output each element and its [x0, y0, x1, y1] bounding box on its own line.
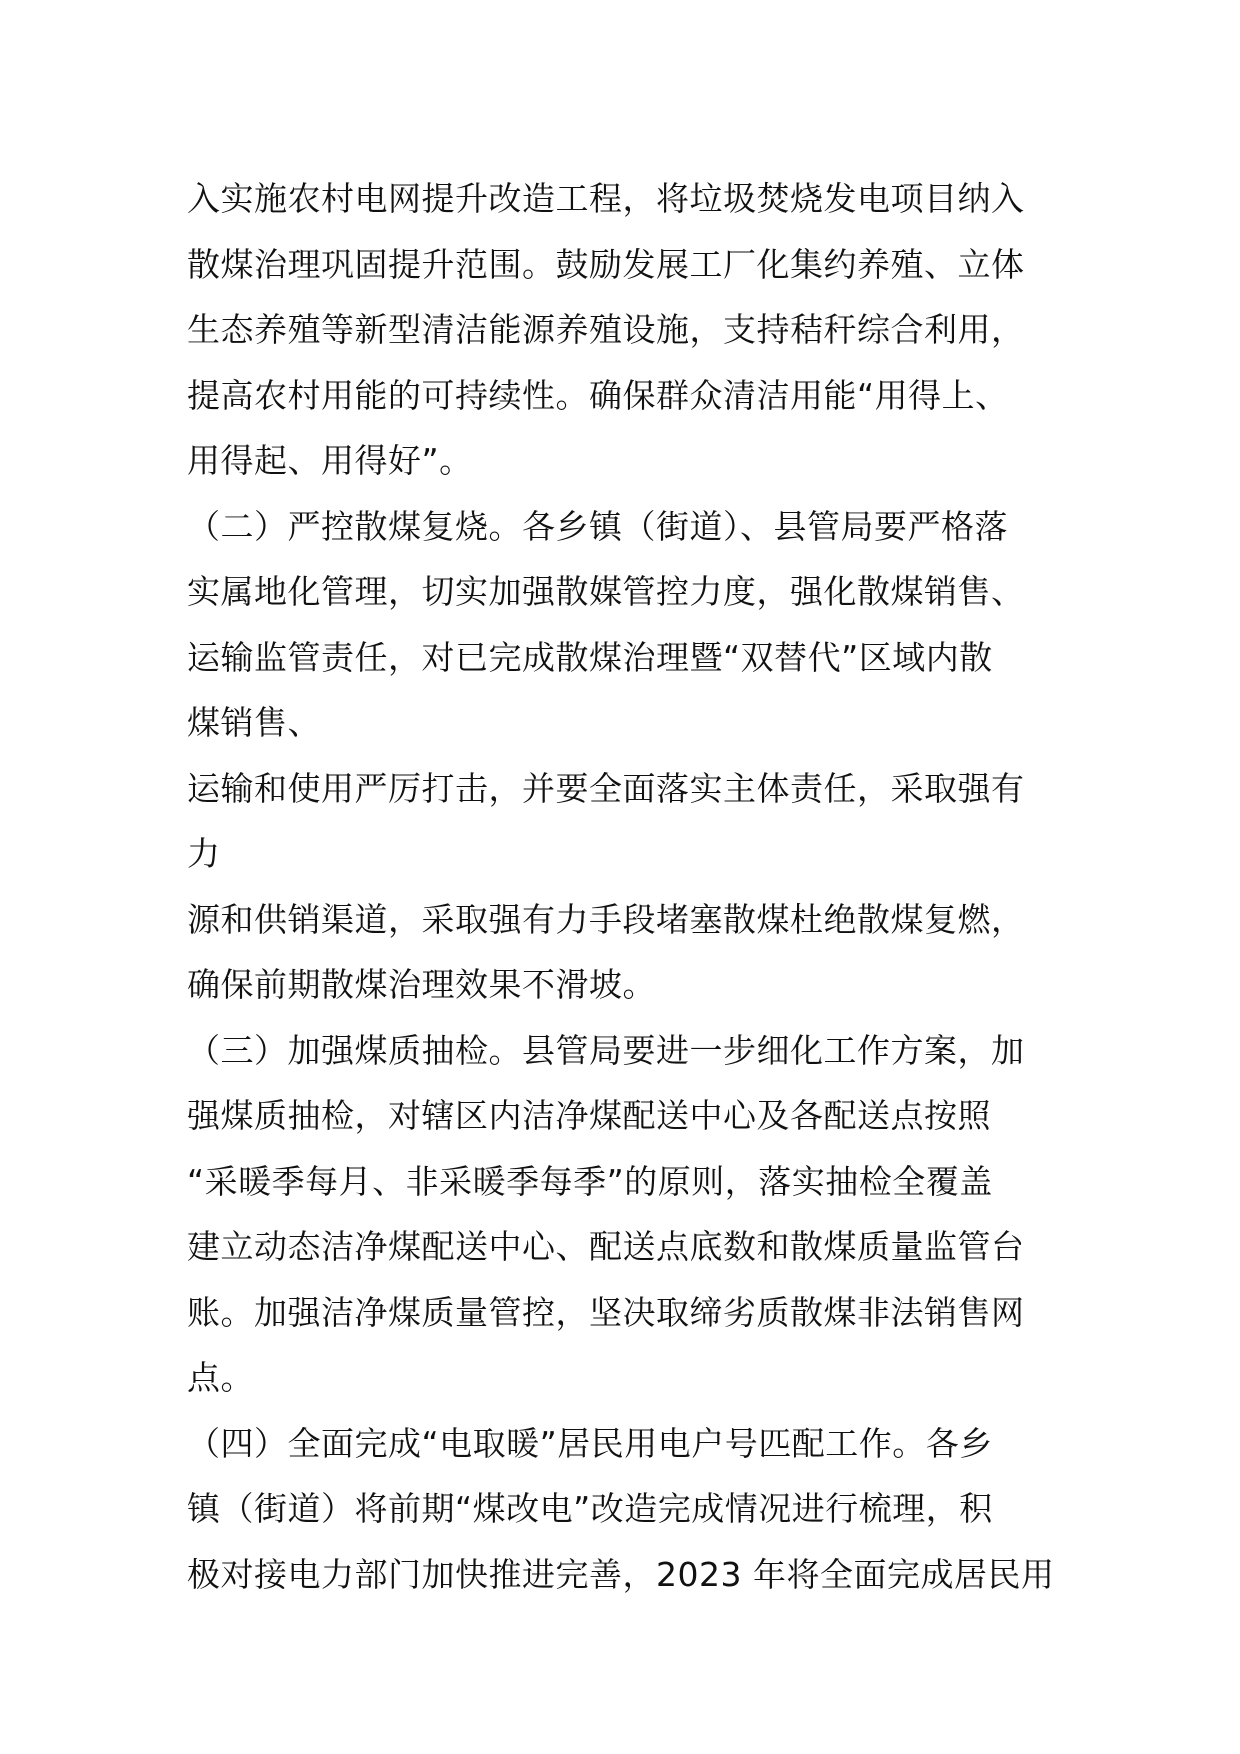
text-line: 煤销售、: [187, 703, 321, 742]
text-line: 实属地化管理，切实加强散媒管控力度，强化散煤销售、: [187, 572, 1025, 611]
section-heading-3: （三）加强煤质抽检。县管局要进一步细化工作方案，加: [187, 1030, 1025, 1070]
text-line: 账。加强洁净煤质量管控，坚决取缔劣质散煤非法销售网: [187, 1292, 1025, 1332]
section-heading-2: （二）严控散煤复烧。各乡镇（街道）、县管局要严格落: [187, 506, 1008, 546]
text-line: 确保前期散煤治理效果不滑坡。: [187, 965, 656, 1004]
text-line: 源和供销渠道，采取强有力手段堵塞散煤杜绝散煤复燃，: [187, 899, 1025, 939]
document-body: [187, 166, 1067, 1607]
text-line: 用得起、用得好”。: [187, 441, 473, 480]
text-line: 提高农村用能的可持续性。确保群众清洁用能“用得上、: [187, 375, 1009, 415]
text-line: 极对接电力部门加快推进完善，2023 年将全面完成居民用: [187, 1554, 1055, 1594]
text-line: 散煤治理巩固提升范围。鼓励发展工厂化集约养殖、立体: [187, 244, 1025, 284]
text-line: 点。: [187, 1358, 254, 1397]
text-line: 入实施农村电网提升改造工程，将垃圾焚烧发电项目纳入: [187, 179, 1025, 218]
text-line: 建立动态洁净煤配送中心、配送点底数和散煤质量监管台: [187, 1227, 1025, 1266]
text-line: 运输和使用严厉打击，并要全面落实主体责任，采取强有: [187, 768, 1025, 808]
text-line: 运输监管责任，对已完成散煤治理暨“双替代”区域内散: [187, 637, 993, 677]
text-line: 镇（街道）将前期“煤改电”改造完成情况进行梳理，积: [187, 1489, 993, 1528]
text-line: 强煤质抽检，对辖区内洁净煤配送中心及各配送点按照: [187, 1096, 991, 1135]
text-line: “采暖季每月、非采暖季每季”的原则，落实抽检全覆盖: [187, 1161, 993, 1201]
section-heading-4: （四）全面完成“电取暖”居民用电户号匹配工作。各乡: [187, 1423, 993, 1463]
text-line: 力: [187, 834, 221, 873]
text-line: 生态养殖等新型清洁能源养殖设施，支持秸秆综合利用，: [187, 310, 1025, 349]
